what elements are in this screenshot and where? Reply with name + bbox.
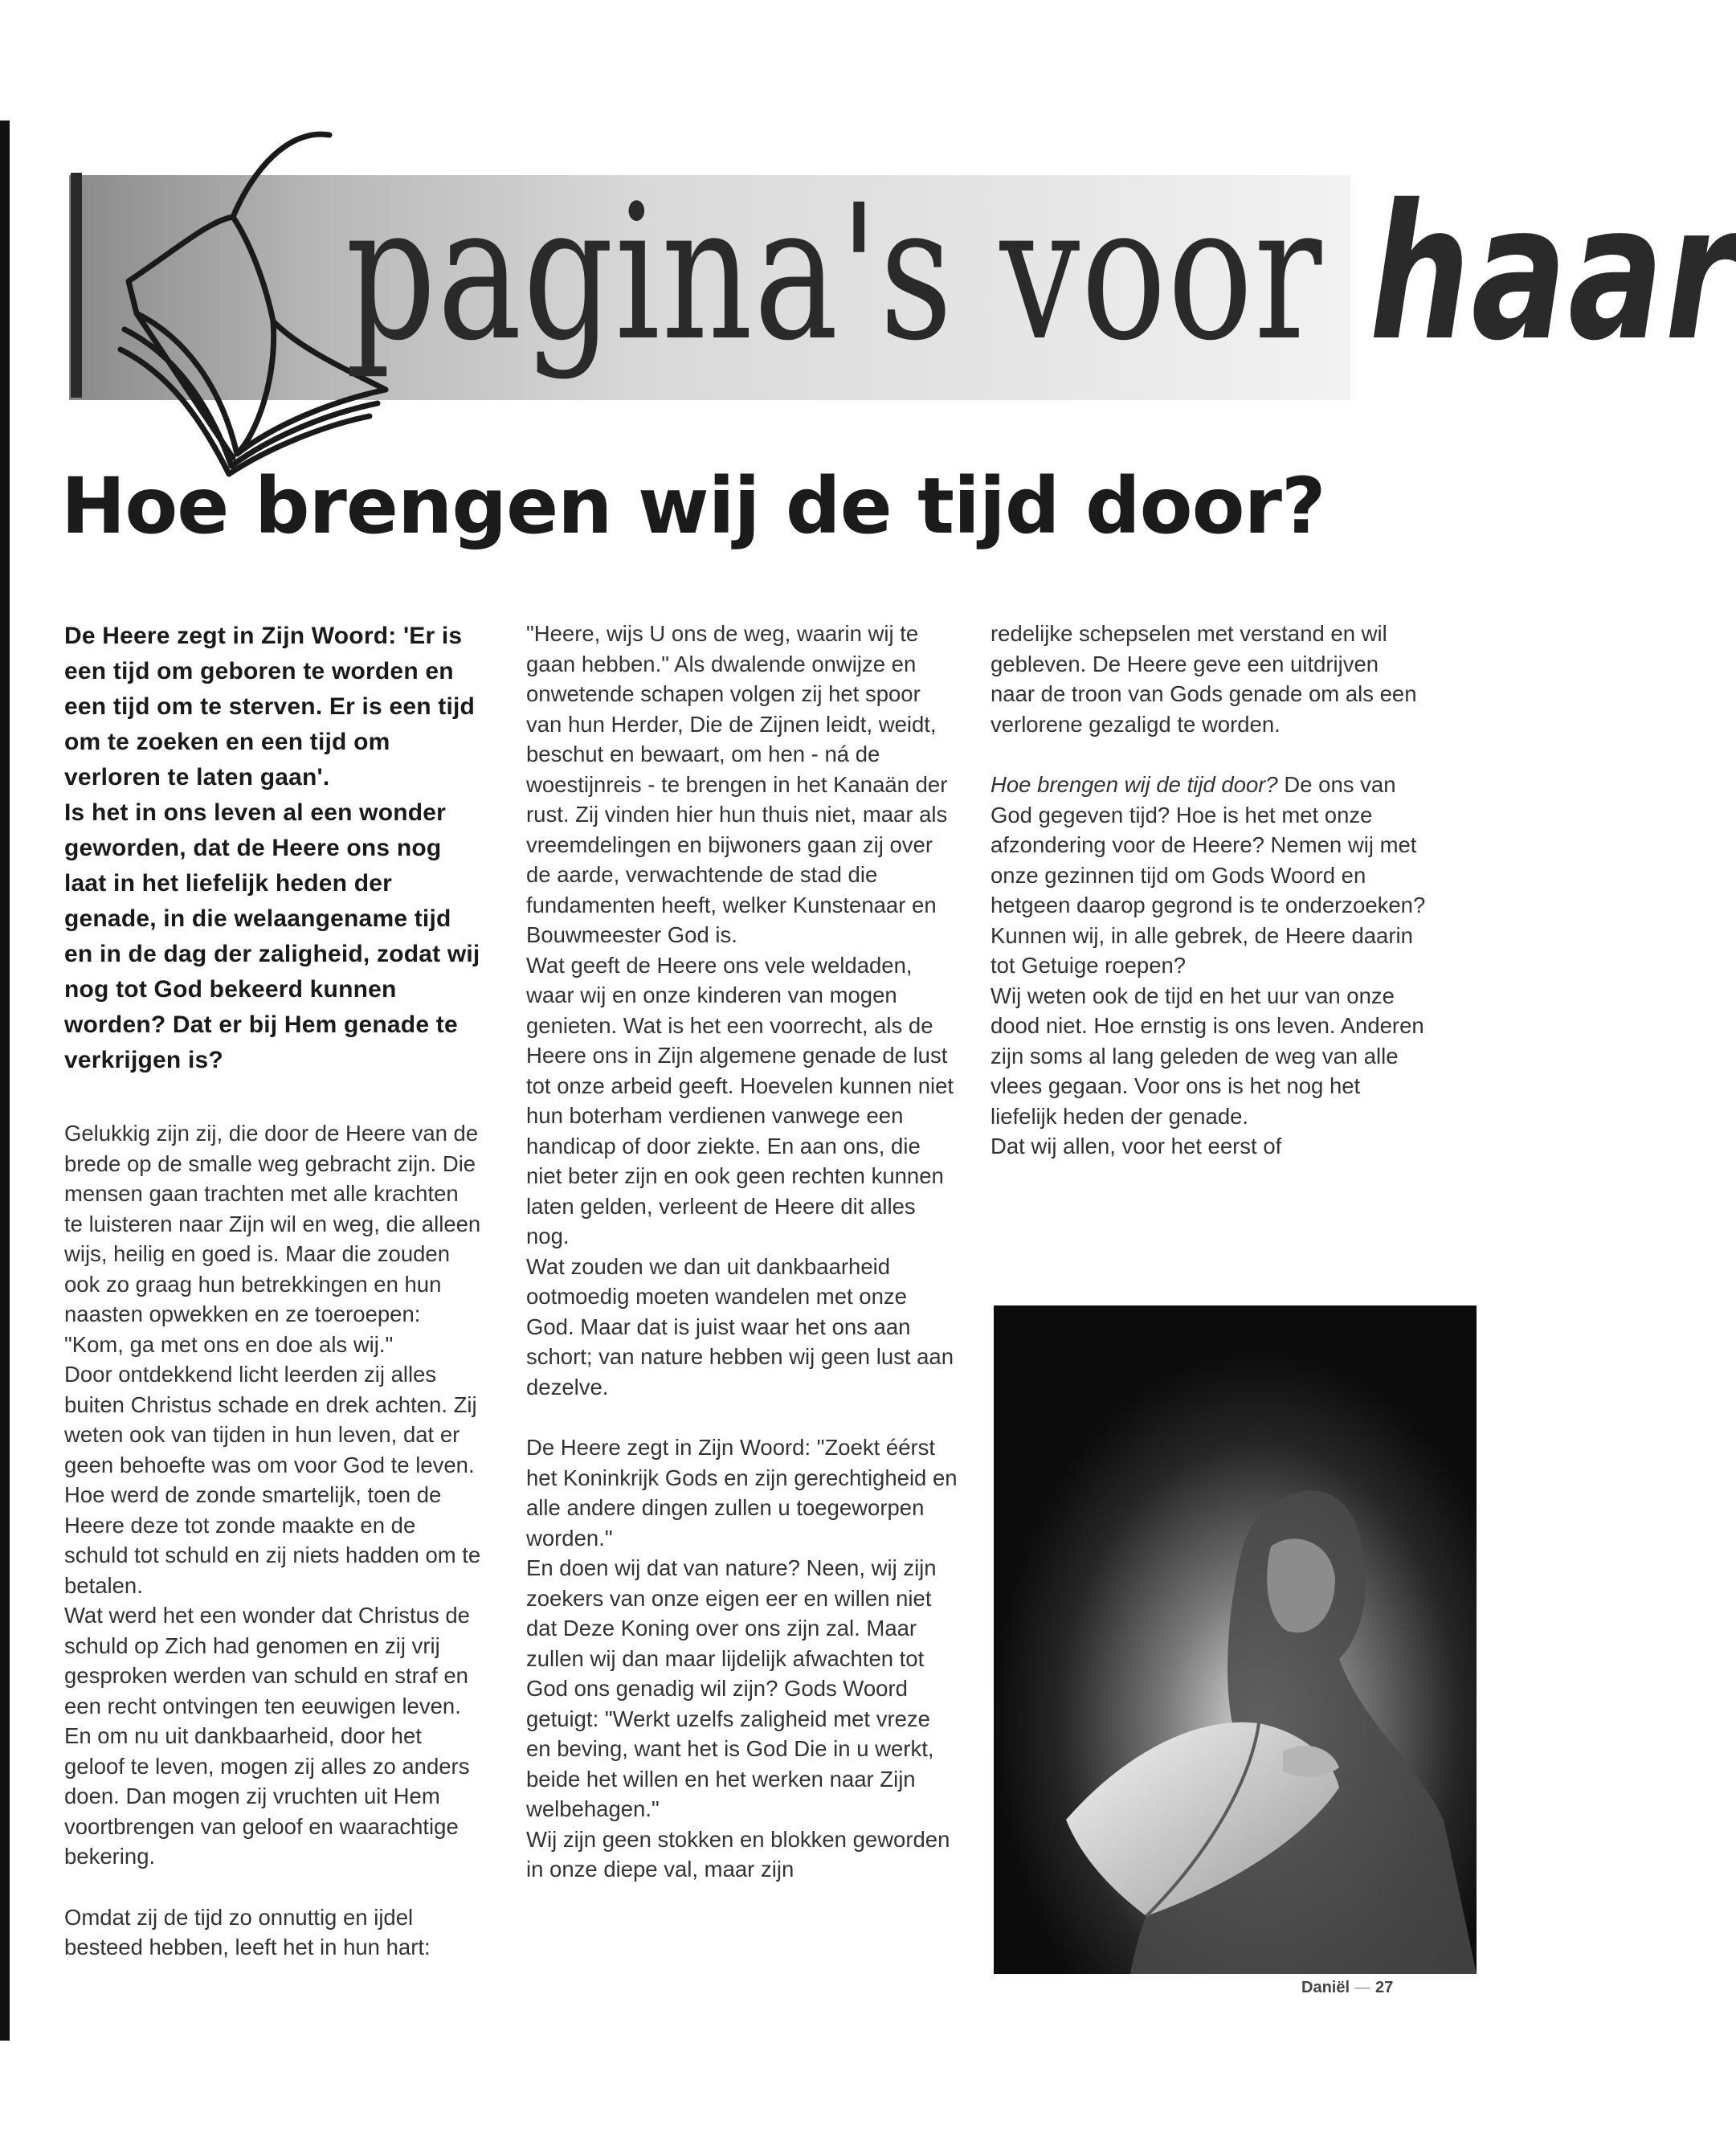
body-paragraph: Omdat zij de tijd zo onnuttig en ijdel besteed hebben, leeft het in hun hart: [64,1904,431,1959]
painting-image [994,1305,1477,1974]
footer-separator: — [1354,1979,1371,1996]
body-paragraph: "Heere, wijs U ons de weg, waarin wij te gaan hebben." Als dwalende onwijze en onwetende schapen volgen zij het spoor van hun Herder, Die de Zijnen leidt, weidt, beschut en bewaart, om hen - ná de woestijnreis - te brengen in het Kanaän der rust. Zij vinden hier hun thuis niet, maar als vreemdelingen en bijwoners gaan zij over de aarde, verwachtende de stad die fundamenten heeft, welker Kunstenaar en Bouwmeester God is. [526,621,948,947]
section-title-emphasis: haar [1369,165,1736,382]
intro-paragraph: Is het in ons leven al een wonder geworden, dat de Heere ons nog laat in het liefelijk heden der genade, in die welaangename tijd en in de dag der zaligheid, zodat wij nog tot God bekeerd kunnen worden? Dat er bij Hem genade te verkrijgen is? [64,799,480,1073]
body-paragraph: Door ontdekkend licht leerden zij alles buiten Christus schade en drek achten. Zij weten ook van tijden in hun leven, dat er geen behoefte was om voor God te leven. Hoe werd de zonde smartelijk, toen de Heere deze tot zonde maakte en de schuld tot schuld en zij niets hadden om te betalen. [64,1362,481,1598]
body-paragraph: En doen wij dat van nature? Neen, wij zijn zoekers van onze eigen eer en willen niet dat Deze Koning over ons zijn zal. Maar zullen wij dan maar lijdelijk afwachten tot God ons genadig wil zijn? Gods Woord getuigt: "Werkt uzelfs zaligheid met vreze en beving, want het is God Die in u werkt, beide het willen en het werken naar Zijn welbehagen." [526,1555,937,1821]
section-title-main: pagina's voor [345,165,1323,382]
body-paragraph: Gelukkig zijn zij, die door de Heere van de brede op de smalle weg gebracht zijn. Die mensen gaan trachten met alle krachten te luisteren naar Zijn wil en weg, die alleen wijs, heilig en goed is. Maar die zouden ook zo graag hun betrekkingen en hun naasten opwekken en ze toeroepen: "Kom, ga met ons en doe als wij." [64,1121,481,1357]
italic-question: Hoe brengen wij de tijd door? [991,772,1278,797]
body-paragraph: Dat wij allen, voor het eerst of [991,1134,1282,1158]
body-paragraph: Wij zijn geen stokken en blokken geworden in onze diepe val, maar zijn [526,1826,950,1882]
page-number: 27 [1375,1979,1394,1996]
article-headline: Hoe brengen wij de tijd door? [61,461,1325,551]
body-paragraph: Wat zouden we dan uit dankbaarheid ootmoedig moeten wandelen met onze God. Maar dat is juist waar het ons aan schort; van nature hebben wij geen lust aan dezelve. [526,1253,954,1399]
page-footer [1301,1979,1393,1997]
section-title [345,153,1736,394]
article-column-2 [526,619,960,1885]
publication-name: Daniël [1301,1979,1350,1996]
body-paragraph: Wat werd het een wonder dat Christus de schuld op Zich had genomen en zij vrij gesproken werden van schuld en straf en een recht ontvingen ten eeuwigen leven. En om nu uit dankbaarheid, door het geloof te leven, mogen zij alles zo anders doen. Dan mogen zij vruchten uit Hem voortbrengen van geloof en waarachtige bekering. [64,1603,470,1869]
left-margin-rule [0,121,10,2041]
body-paragraph [991,770,1428,981]
header-accent-bar [71,173,82,398]
body-paragraph: Wat geeft de Heere ons vele weldaden, waar wij en onze kinderen van mogen genieten. Wat is het een voorrecht, als de Heere ons in Zijn algemene genade de lust tot onze arbeid geeft. Hoevelen kunnen niet hun boterham verdienen vanwege een handicap of door ziekte. En aan ons, die niet beter zijn en ook geen rechten kunnen laten gelden, verleent de Heere dit alles nog. [526,952,954,1248]
article-column-1 [64,619,482,1963]
body-paragraph: Wij weten ook de tijd en het uur van onze dood niet. Hoe ernstig is ons leven. Anderen zijn soms al lang geleden de weg van alle vlees gegaan. Voor ons is het nog het liefelijk heden der genade. [991,983,1424,1129]
intro-paragraph: De Heere zegt in Zijn Woord: 'Er is een tijd om geboren te worden en een tijd om te sterven. Er is een tijd om te zoeken en een tijd om verloren te laten gaan'. [64,623,476,791]
body-paragraph: De Heere zegt in Zijn Woord: "Zoekt éérst het Koninkrijk Gods en zijn gerechtigheid en alle andere dingen zullen u toegeworpen worden." [526,1435,958,1551]
body-paragraph: redelijke schepselen met verstand en wil gebleven. De Heere geve een uitdrijven naar de troon van Gods genade om als een verlorene gezaligd te worden. [991,621,1417,737]
paragraph-rest: De ons van God gegeven tijd? Hoe is het met onze afzondering voor de Heere? Nemen wij met onze gezinnen tijd om Gods Woord en hetgeen daarop gegrond is te onderzoeken? Kunnen wij, in alle gebrek, de Heere daarin tot Getuige roepen? [991,772,1426,978]
article-column-3 [991,619,1428,1162]
